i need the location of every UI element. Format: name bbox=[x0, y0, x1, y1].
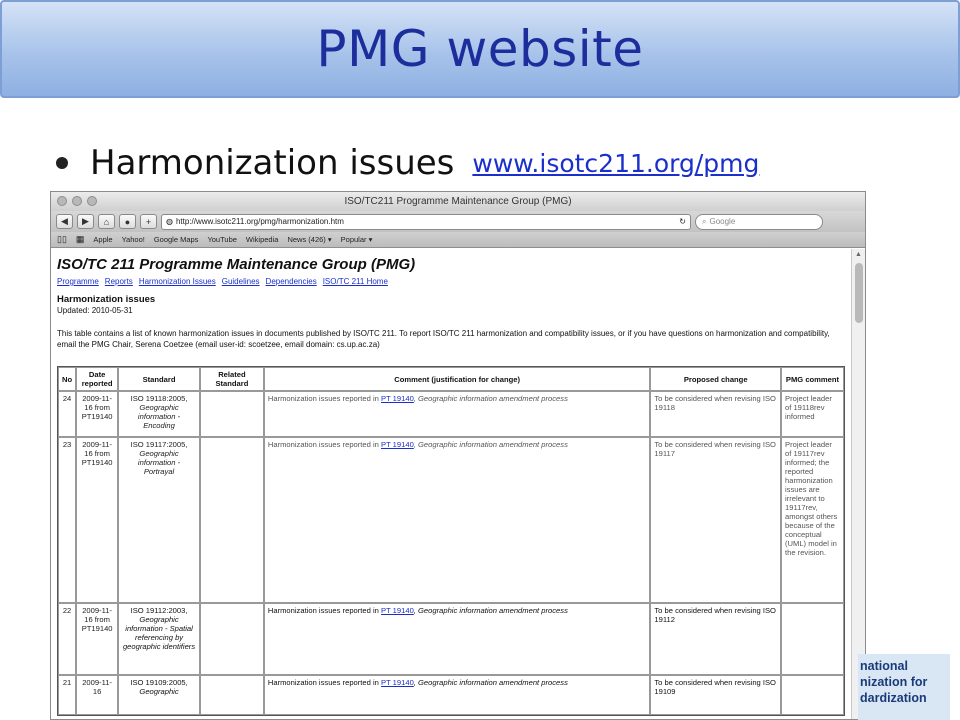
comment-title: , Geographic information amendment process bbox=[413, 394, 568, 403]
cell-standard bbox=[118, 391, 200, 437]
nav-link-guidelines[interactable]: Guidelines bbox=[221, 277, 260, 286]
nav-link-home[interactable]: ISO/TC 211 Home bbox=[322, 277, 388, 286]
cell-date bbox=[76, 437, 118, 603]
cell-comment bbox=[264, 437, 651, 603]
comment-text: Harmonization issues reported in bbox=[267, 678, 379, 687]
bullet-text: Harmonization issues bbox=[90, 143, 455, 183]
slide-title: PMG website bbox=[316, 20, 644, 78]
downloads-button[interactable] bbox=[119, 214, 136, 229]
bullet-dot-icon bbox=[56, 157, 68, 169]
date-reported: 2009-11-16 from PT19140 bbox=[81, 394, 113, 421]
cell-related bbox=[200, 675, 264, 715]
download-icon: ● bbox=[124, 216, 131, 227]
comment-title: , Geographic information amendment process bbox=[413, 606, 568, 615]
cell-related bbox=[200, 391, 264, 437]
search-placeholder: Google bbox=[709, 217, 736, 226]
comment-text: Harmonization issues reported in bbox=[267, 606, 379, 615]
cell-standard bbox=[118, 603, 200, 675]
header-no: No bbox=[58, 367, 76, 391]
table-row bbox=[58, 675, 844, 715]
header-standard: Standard bbox=[118, 367, 200, 391]
pmg-website-link[interactable]: www.isotc211.org/pmg bbox=[472, 148, 760, 178]
issue-number: 21 bbox=[62, 678, 72, 687]
header-date: Date reported bbox=[76, 367, 118, 391]
cell-proposed-change bbox=[650, 391, 781, 437]
page-scrollbar[interactable] bbox=[851, 249, 865, 720]
bookmark-popular[interactable]: Popular ▾ bbox=[340, 235, 373, 244]
pmg-comment: Project leader of 19118rev informed bbox=[785, 394, 832, 421]
book-icon[interactable]: ▯▯ bbox=[57, 234, 67, 244]
pt-reference-link[interactable]: PT 19140 bbox=[381, 606, 414, 615]
page-nav bbox=[57, 277, 847, 286]
slide-title-banner bbox=[0, 0, 960, 98]
table-row bbox=[58, 391, 844, 437]
back-button[interactable] bbox=[56, 214, 73, 229]
cell-no bbox=[58, 391, 76, 437]
intro-paragraph: This table contains a list of known harmonization issues in documents published by ISO/TC 211. To report ISO/TC 211 harmonization and compatibility issues, or if you have questions on harmonization and compatibility, email the PMG Chair, Serena Coetzee (email user-id: scoetzee, email domain: cs.up.ac.za) bbox=[57, 329, 830, 349]
forward-icon: ▶ bbox=[82, 216, 89, 226]
proposed-change: To be considered when revising ISO 19118 bbox=[654, 394, 776, 412]
web-page-content bbox=[51, 249, 853, 720]
bookmark-yahoo[interactable]: Yahoo! bbox=[121, 235, 145, 244]
harmonization-issues-table bbox=[57, 366, 845, 716]
logo-line-3: dardization bbox=[860, 691, 927, 705]
standard-title: Geographic information - Spatial referencing by geographic identifiers bbox=[122, 615, 196, 651]
cell-proposed-change bbox=[650, 603, 781, 675]
globe-icon: ◍ bbox=[166, 217, 173, 226]
cell-comment bbox=[264, 391, 651, 437]
comment-title: , Geographic information amendment process bbox=[413, 440, 568, 449]
cell-date bbox=[76, 391, 118, 437]
scroll-up-icon[interactable]: ▲ bbox=[855, 251, 862, 258]
standard-code: ISO 19118:2005, bbox=[130, 394, 188, 403]
bookmarks-bar bbox=[51, 232, 865, 248]
pt-reference-link[interactable]: PT 19140 bbox=[381, 440, 414, 449]
cell-pmg-comment bbox=[781, 603, 844, 675]
add-bookmark-button[interactable] bbox=[140, 214, 157, 229]
standard-code: ISO 19117:2005, bbox=[130, 440, 188, 449]
comment-text: Harmonization issues reported in bbox=[267, 440, 379, 449]
cell-date bbox=[76, 603, 118, 675]
cell-comment bbox=[264, 603, 651, 675]
comment-text: Harmonization issues reported in bbox=[267, 394, 379, 403]
updated-date: Updated: 2010-05-31 bbox=[57, 306, 133, 315]
header-pmg-comment: PMG comment bbox=[781, 367, 844, 391]
home-icon: ⌂ bbox=[103, 216, 110, 227]
header-related: Related Standard bbox=[200, 367, 264, 391]
browser-window bbox=[50, 191, 866, 720]
bookmark-google-maps[interactable]: Google Maps bbox=[153, 235, 199, 244]
forward-button[interactable] bbox=[77, 214, 94, 229]
window-controls bbox=[57, 196, 97, 206]
standard-title: Geographic information - Encoding bbox=[137, 403, 181, 430]
cell-no bbox=[58, 437, 76, 603]
scrollbar-thumb[interactable] bbox=[855, 263, 863, 323]
cell-pmg-comment bbox=[781, 391, 844, 437]
bookmark-wikipedia[interactable]: Wikipedia bbox=[245, 235, 279, 244]
browser-toolbar bbox=[51, 211, 865, 232]
plus-icon: + bbox=[145, 216, 152, 227]
standard-title: Geographic information - Portrayal bbox=[137, 449, 181, 476]
cell-proposed-change bbox=[650, 437, 781, 603]
cell-standard bbox=[118, 437, 200, 603]
nav-link-harmonization-issues[interactable]: Harmonization Issues bbox=[138, 277, 216, 286]
zoom-window-icon[interactable] bbox=[87, 196, 97, 206]
bullet-line bbox=[56, 138, 759, 188]
bookmark-youtube[interactable]: YouTube bbox=[207, 235, 237, 244]
issue-number: 23 bbox=[62, 440, 72, 449]
iso-logo bbox=[858, 654, 950, 720]
proposed-change: To be considered when revising ISO 19109 bbox=[654, 678, 776, 696]
logo-line-1: national bbox=[860, 659, 908, 673]
page-heading: ISO/TC 211 Programme Maintenance Group (PMG) bbox=[57, 256, 416, 273]
bookmark-news[interactable]: News (426) ▾ bbox=[287, 235, 332, 244]
date-reported: 2009-11-16 from PT19140 bbox=[81, 440, 113, 467]
logo-line-2: nization for bbox=[860, 675, 928, 689]
header-comment: Comment (justification for change) bbox=[264, 367, 651, 391]
cell-pmg-comment bbox=[781, 437, 844, 603]
cell-related bbox=[200, 437, 264, 603]
reload-icon[interactable]: ↻ bbox=[679, 217, 686, 226]
grid-icon[interactable]: ▦ bbox=[75, 234, 85, 244]
issue-number: 24 bbox=[62, 394, 72, 403]
table-row bbox=[58, 437, 844, 603]
close-window-icon[interactable] bbox=[57, 196, 67, 206]
cell-date bbox=[76, 675, 118, 715]
window-title: ISO/TC211 Programme Maintenance Group (PMG) bbox=[344, 196, 572, 207]
header-proposed-change: Proposed change bbox=[650, 367, 781, 391]
date-reported: 2009-11-16 bbox=[82, 678, 113, 696]
bookmark-apple[interactable]: Apple bbox=[93, 235, 113, 244]
issue-number: 22 bbox=[62, 606, 72, 615]
standard-title: Geographic bbox=[139, 687, 179, 696]
cell-pmg-comment bbox=[781, 675, 844, 715]
back-icon: ◀ bbox=[61, 216, 68, 226]
cell-no bbox=[58, 675, 76, 715]
nav-link-dependencies[interactable]: Dependencies bbox=[265, 277, 317, 286]
table-header-row bbox=[58, 367, 844, 391]
proposed-change: To be considered when revising ISO 19117 bbox=[654, 440, 776, 458]
cell-related bbox=[200, 603, 264, 675]
pt-reference-link[interactable]: PT 19140 bbox=[381, 678, 414, 687]
search-input[interactable] bbox=[695, 214, 823, 230]
home-button[interactable] bbox=[98, 214, 115, 229]
url-text: http://www.isotc211.org/pmg/harmonization.htm bbox=[175, 217, 344, 226]
standard-code: ISO 19109:2005, bbox=[130, 678, 188, 687]
cell-standard bbox=[118, 675, 200, 715]
pmg-comment: Project leader of 19117rev informed; the reported harmonization issues are irrelevant to 19117rev, amongst others because of the conceptual (UML) model in the revision. bbox=[785, 440, 838, 557]
minimize-window-icon[interactable] bbox=[72, 196, 82, 206]
section-title: Harmonization issues bbox=[57, 294, 156, 305]
browser-titlebar bbox=[51, 192, 865, 211]
nav-link-programme[interactable]: Programme bbox=[57, 277, 99, 286]
search-icon: ⌕ bbox=[702, 216, 707, 226]
date-reported: 2009-11-16 from PT19140 bbox=[81, 606, 113, 633]
cell-proposed-change bbox=[650, 675, 781, 715]
comment-title: , Geographic information amendment process bbox=[413, 678, 568, 687]
cell-no bbox=[58, 603, 76, 675]
proposed-change: To be considered when revising ISO 19112 bbox=[654, 606, 776, 624]
standard-code: ISO 19112:2003, bbox=[130, 606, 188, 615]
pt-reference-link[interactable]: PT 19140 bbox=[381, 394, 414, 403]
nav-link-reports[interactable]: Reports bbox=[104, 277, 133, 286]
table-row bbox=[58, 603, 844, 675]
cell-comment bbox=[264, 675, 651, 715]
address-bar[interactable] bbox=[161, 214, 691, 230]
